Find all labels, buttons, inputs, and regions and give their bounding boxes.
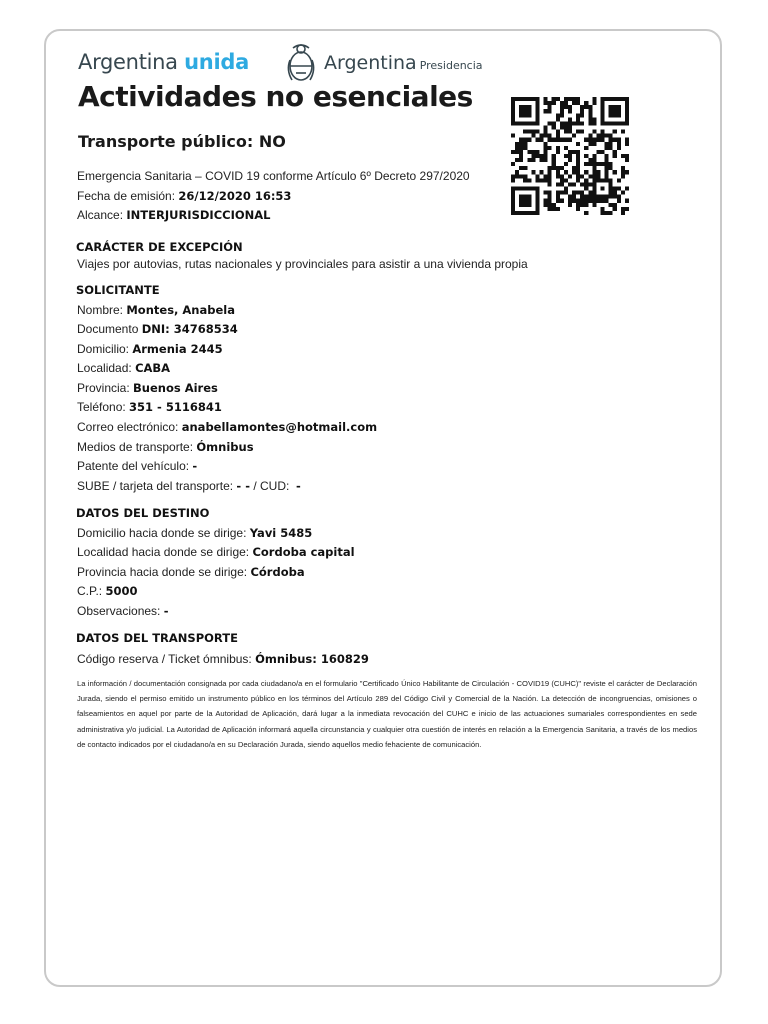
field-provincia: Provincia: Buenos Aires (77, 381, 218, 395)
field-sube: SUBE / tarjeta del transporte: - - / CUD: - (77, 479, 301, 493)
argentina-unida-logo: Argentina unida (78, 50, 249, 74)
field-patente: Patente del vehículo: - (77, 459, 198, 473)
field-ticket: Código reserva / Ticket ómnibus: Ómnibus: 160829 (77, 652, 369, 666)
fecha-line: Fecha de emisión: 26/12/2020 16:53 (77, 189, 292, 203)
field-telefono: Teléfono: 351 - 5116841 (77, 400, 222, 414)
field-destino-localidad: Localidad hacia donde se dirige: Cordoba capital (77, 545, 355, 559)
header-logos (78, 40, 498, 84)
emergency-line: Emergencia Sanitaria – COVID 19 conforme Artículo 6º Decreto 297/2020 (77, 169, 470, 183)
field-destino-provincia: Provincia hacia donde se dirige: Córdoba (77, 565, 305, 579)
field-domicilio: Domicilio: Armenia 2445 (77, 342, 223, 356)
field-nombre: Nombre: Montes, Anabela (77, 303, 235, 317)
field-observaciones: Observaciones: - (77, 604, 169, 618)
page-title: Actividades no esenciales (78, 80, 473, 113)
field-destino-cp: C.P.: 5000 (77, 584, 138, 598)
field-correo: Correo electrónico: anabellamontes@hotmail.com (77, 420, 378, 434)
field-medios: Medios de transporte: Ómnibus (77, 440, 254, 454)
field-documento: Documento DNI: 34768534 (77, 322, 238, 336)
transport-status: Transporte público: NO (78, 132, 286, 151)
destino-heading: DATOS DEL DESTINO (76, 506, 210, 520)
coat-of-arms-icon (284, 40, 318, 84)
field-localidad: Localidad: CABA (77, 361, 171, 375)
alcance-line: Alcance: INTERJURISDICCIONAL (77, 208, 271, 222)
argentina-presidencia-logo: Argentina Presidencia (324, 52, 483, 74)
field-destino-domicilio: Domicilio hacia donde se dirige: Yavi 5485 (77, 526, 313, 540)
qr-code-icon (508, 97, 632, 215)
transporte-heading: DATOS DEL TRANSPORTE (76, 631, 238, 645)
legal-disclaimer: La información / documentación consignada por cada ciudadano/a en el formulario "Certificado Único Habilitante de Circulación - COVID19 (CUHC)" reviste el carácter de Declaración Jurada, siendo el permiso emitido un instrumento público en los términos del Artículo 289 del Código Civil y Comercial de la Nación. La detección de incongruencias, omisiones o falseamientos en aquel por parte de la Autoridad de Aplicación, dará lugar a la inmediata revocación del CUHC e inicio de las actuaciones sumariales correspondientes en sede administrativa y/o judicial. La Autoridad de Aplicación informará aquella circunstancia y cualquier otra cuestión de interés en relación a la Emergencia Sanitaria, a través de los medios de contacto indicados por el ciudadano/a en su Declaración Jurada, siendo aquellos medio fehaciente de comunicación. (77, 679, 697, 749)
excepcion-text: Viajes por autovias, rutas nacionales y provinciales para asistir a una vivienda propia (77, 257, 528, 271)
solicitante-heading: SOLICITANTE (76, 283, 160, 297)
excepcion-heading: CARÁCTER DE EXCEPCIÓN (76, 240, 243, 254)
